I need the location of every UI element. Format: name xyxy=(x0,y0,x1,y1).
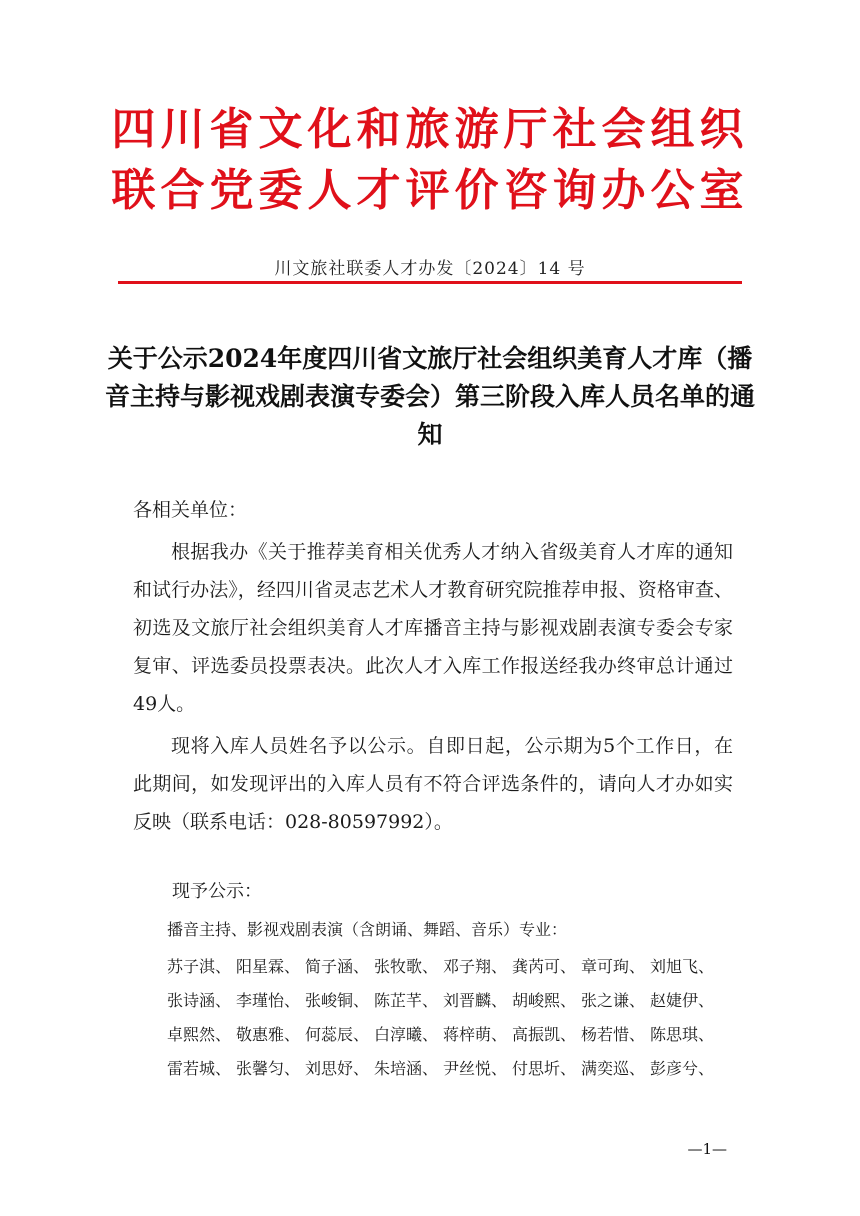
name-item: 付思圻、 xyxy=(512,1059,577,1078)
name-item: 陈思琪、 xyxy=(650,1025,715,1044)
name-item: 苏子淇、 xyxy=(167,957,232,976)
name-item: 张诗涵、 xyxy=(167,991,232,1010)
name-item: 张之谦、 xyxy=(581,991,646,1010)
name-item: 邓子翔、 xyxy=(443,957,508,976)
paragraph-2: 现将入库人员姓名予以公示。自即日起，公示期为5个工作日，在此期间，如发现评出的入库人员有不符合评选条件的，请向人才办如实反映（联系电话：028-80597992）。 xyxy=(133,735,733,833)
name-row xyxy=(167,1052,747,1086)
name-item: 杨若惜、 xyxy=(581,1025,646,1044)
paragraph-1: 根据我办《关于推荐美育相关优秀人才纳入省级美育人才库的通知和试行办法》，经四川省灵志艺术人才教育研究院推荐申报、资格审查、初选及文旅厅社会组织美育人才库播音主持与影视戏剧表演专委会专家复审、评选委员投票表决。此次人才入库工作报送经我办终审总计通过49人。 xyxy=(133,541,733,715)
name-item: 尹丝悦、 xyxy=(443,1059,508,1078)
name-item: 胡峻熙、 xyxy=(512,991,577,1010)
name-item: 雷若城、 xyxy=(167,1059,232,1078)
name-item: 何蕊辰、 xyxy=(305,1025,370,1044)
red-divider xyxy=(118,281,742,284)
name-item: 蒋梓萌、 xyxy=(443,1025,508,1044)
name-item: 满奕巡、 xyxy=(581,1059,646,1078)
name-item: 刘晋麟、 xyxy=(443,991,508,1010)
name-item: 赵婕伊、 xyxy=(650,991,715,1010)
name-item: 龚芮可、 xyxy=(512,957,577,976)
name-item: 章可珣、 xyxy=(581,957,646,976)
name-row xyxy=(167,1018,747,1052)
name-row xyxy=(167,984,747,1018)
announce-label: 现予公示： xyxy=(172,881,262,902)
notice-title: 关于公示2024年度四川省文旅厅社会组织美育人才库（播音主持与影视戏剧表演专委会）第三阶段入库人员名单的通知 xyxy=(104,344,755,449)
name-item: 张馨匀、 xyxy=(236,1059,301,1078)
name-item: 陈芷芊、 xyxy=(374,991,439,1010)
name-item: 阳星霖、 xyxy=(236,957,301,976)
name-item: 张牧歌、 xyxy=(374,957,439,976)
name-item: 简子涵、 xyxy=(305,957,370,976)
name-item: 卓熙然、 xyxy=(167,1025,232,1044)
name-list xyxy=(167,950,747,1086)
name-item: 张峻铜、 xyxy=(305,991,370,1010)
name-row xyxy=(167,950,747,984)
issuer-header-line-2: 联合党委人才评价咨询办公室 xyxy=(111,165,749,216)
issuer-header-line-1: 四川省文化和旅游厅社会组织 xyxy=(111,104,749,155)
salutation: 各相关单位： xyxy=(133,499,248,521)
name-item: 敬惠雅、 xyxy=(236,1025,301,1044)
name-item: 彭彦兮、 xyxy=(650,1059,715,1078)
page-number: —1— xyxy=(687,1140,727,1158)
name-item: 高振凯、 xyxy=(512,1025,577,1044)
name-item: 李瑾怡、 xyxy=(236,991,301,1010)
document-number: 川文旅社联委人才办发〔2024〕14 号 xyxy=(274,259,586,279)
name-item: 白淳曦、 xyxy=(374,1025,439,1044)
name-item: 朱培涵、 xyxy=(374,1059,439,1078)
name-item: 刘旭飞、 xyxy=(650,957,715,976)
category-label: 播音主持、影视戏剧表演（含朗诵、舞蹈、音乐）专业： xyxy=(167,920,568,939)
name-item: 刘思妤、 xyxy=(305,1059,370,1078)
